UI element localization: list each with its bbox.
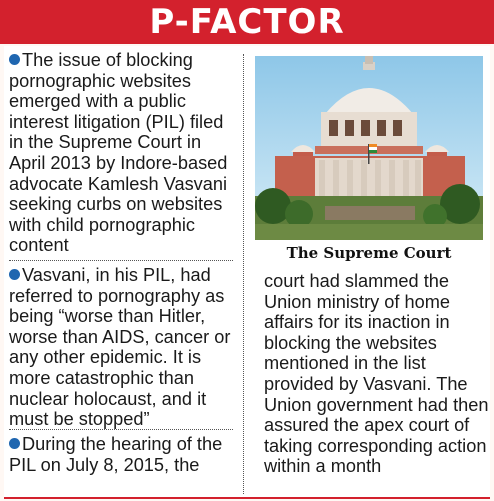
bullet-text: The issue of blocking pornographic websites emerged with a public interest litigation (PIL) filed in the Supreme Court in April 2013 by Indore-based advocate Kamlesh Vasvani seeking curbs on websites with child pornographic content: [9, 50, 228, 256]
bullet-dot-icon: [9, 54, 20, 65]
bullet-separator: [9, 429, 233, 430]
header-banner: [0, 0, 494, 44]
bullet-item: [9, 265, 241, 430]
supreme-court-photo: [255, 56, 483, 240]
supreme-court-image: [255, 56, 483, 240]
right-column: [264, 271, 490, 477]
page-title: P-FACTOR: [149, 2, 345, 42]
bullet-dot-icon: [9, 438, 20, 449]
bullet-dot-icon: [9, 269, 20, 280]
bullet-separator: [9, 260, 233, 261]
continuation-text: court had slammed the Union ministry of home affairs for its inaction in blocking the websites mentioned in the list provided by Vasvani. The Union government had then assured the apex court of taking corresponding action within a month: [264, 271, 489, 477]
bullet-item: [9, 50, 241, 256]
bullet-item: [9, 434, 241, 475]
bullet-text: Vasvani, in his PIL, had referred to pornography as being “worse than Hitler, worse than AIDS, cancer or any other epidemic. It is more catastrophic than nuclear holocaust, and it must be stopped”: [9, 265, 231, 430]
photo-caption: The Supreme Court: [286, 244, 452, 262]
bullet-text: During the hearing of the PIL on July 8, 2015, the: [9, 434, 223, 475]
column-divider: [243, 54, 244, 494]
